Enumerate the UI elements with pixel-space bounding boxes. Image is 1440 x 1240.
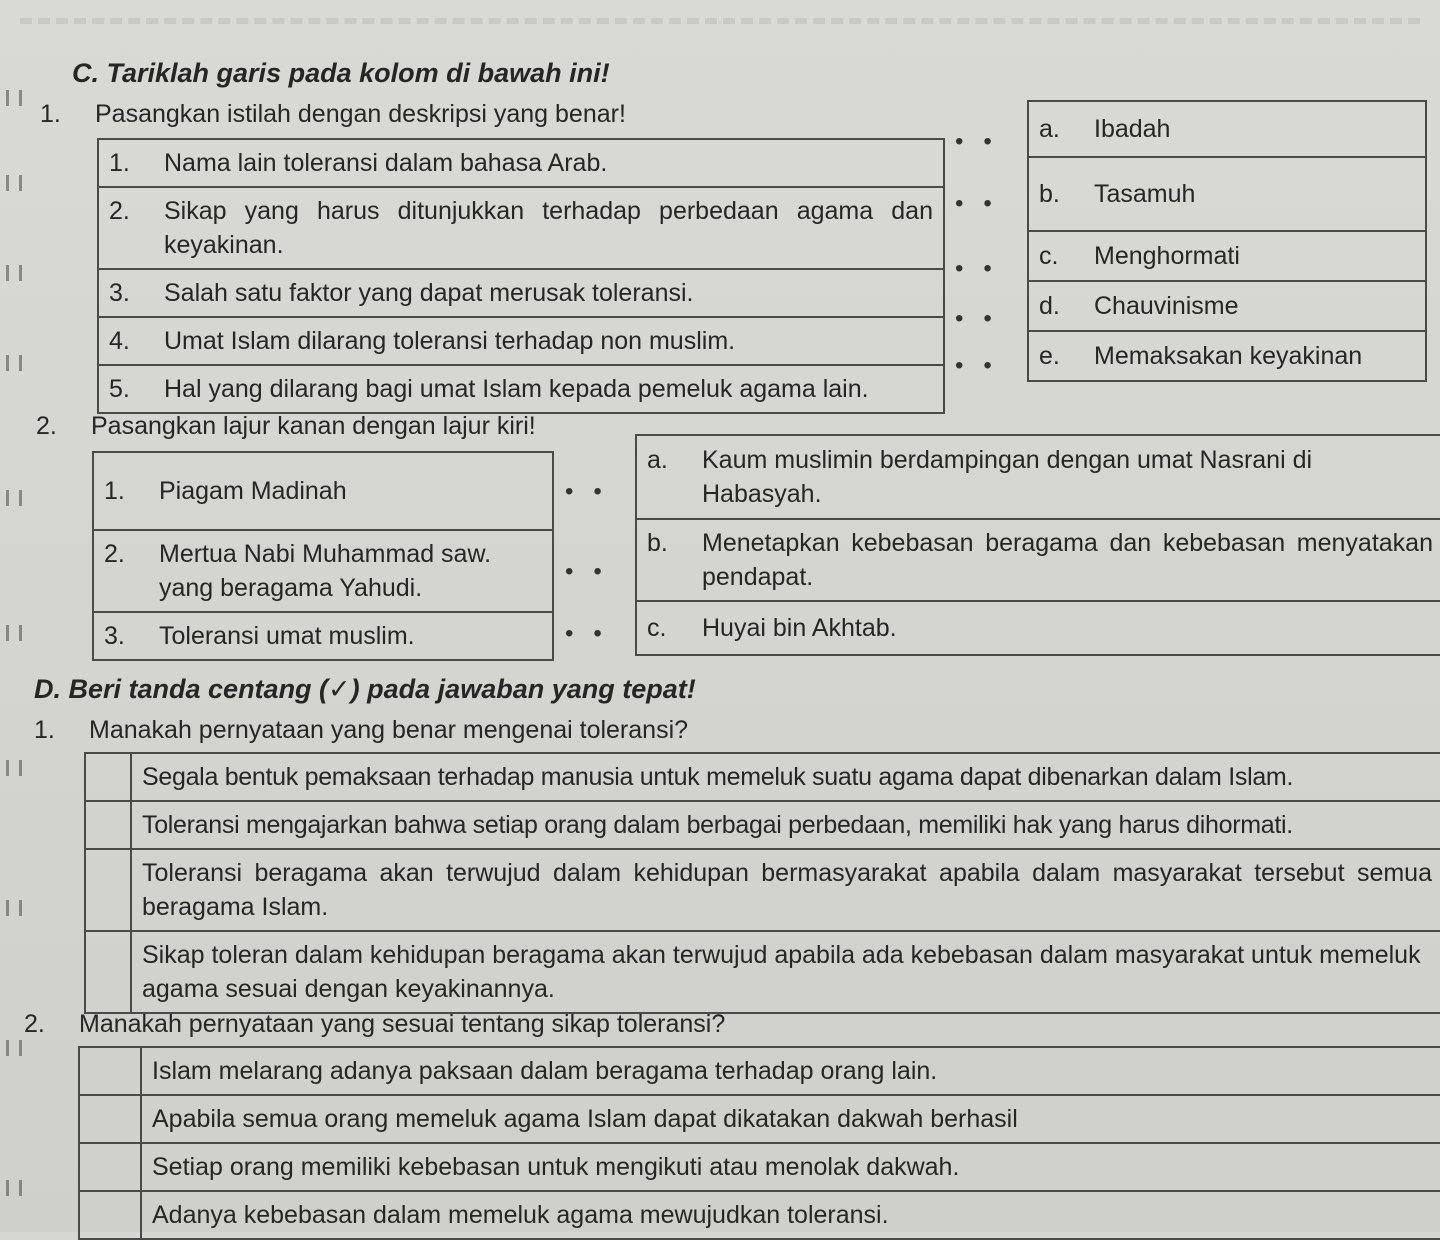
- d2-options-table: [78, 1046, 1440, 1240]
- option-row: [85, 931, 1440, 1013]
- c1-left-table: [97, 138, 945, 414]
- c1-right-row[interactable]: e. Memaksakan keyakinan: [1028, 331, 1426, 381]
- section-c-title: C. Tariklah garis pada kolom di bawah ini!: [72, 58, 610, 88]
- c1-right-row[interactable]: d. Chauvinisme: [1028, 281, 1426, 331]
- c1-right-row[interactable]: a. Ibadah: [1028, 101, 1426, 157]
- question-number: 1.: [40, 100, 61, 128]
- c2-right-row[interactable]: a. Kaum muslimin berdampingan dengan umat Nasrani di Habasyah.: [636, 435, 1440, 519]
- c1-right-table: [1027, 100, 1427, 382]
- option-text: Toleransi mengajarkan bahwa setiap orang dalam berbagai perbedaan, memiliki hak yang harus dihormati.: [131, 801, 1440, 849]
- question-text: Manakah pernyataan yang sesuai tentang sikap toleransi?: [79, 1010, 726, 1038]
- checkbox[interactable]: [85, 849, 131, 931]
- checkbox[interactable]: [85, 931, 131, 1013]
- checkbox[interactable]: [79, 1047, 141, 1095]
- binding-mark: [6, 90, 22, 106]
- option-text: Adanya kebebasan dalam memeluk agama mewujudkan toleransi.: [141, 1191, 1440, 1239]
- section-d-title: D. Beri tanda centang (✓) pada jawaban yang tepat!: [34, 674, 696, 704]
- binding-mark: [6, 625, 22, 641]
- checkbox[interactable]: [85, 753, 131, 801]
- question-d2: [24, 1010, 725, 1039]
- option-text: Sikap toleran dalam kehidupan beragama akan terwujud apabila ada kebebasan dalam masyarakat untuk memeluk agama sesuai dengan keyakinannya.: [131, 931, 1440, 1013]
- matching-dots[interactable]: ••: [955, 190, 1012, 217]
- question-d1: [34, 716, 688, 745]
- binding-mark: [6, 1180, 22, 1196]
- c1-left-row[interactable]: 4. Umat Islam dilarang toleransi terhadap non muslim.: [98, 317, 944, 365]
- option-row: [79, 1047, 1440, 1095]
- c1-left-row[interactable]: 3. Salah satu faktor yang dapat merusak toleransi.: [98, 269, 944, 317]
- binding-mark: [6, 490, 22, 506]
- binding-mark: [6, 1040, 22, 1056]
- option-row: [79, 1095, 1440, 1143]
- binding-mark: [6, 900, 22, 916]
- c2-left-row[interactable]: 1. Piagam Madinah: [93, 452, 553, 530]
- checkbox[interactable]: [79, 1143, 141, 1191]
- question-c1: [40, 100, 626, 129]
- matching-dots[interactable]: ••: [565, 620, 622, 647]
- matching-dots[interactable]: ••: [565, 478, 622, 505]
- c2-right-row[interactable]: b. Menetapkan kebebasan beragama dan kebebasan menyatakan pendapat.: [636, 519, 1440, 601]
- c2-left-row[interactable]: 3. Toleransi umat muslim.: [93, 612, 553, 660]
- c2-left-row[interactable]: 2. Mertua Nabi Muhammad saw. yang beragama Yahudi.: [93, 530, 553, 612]
- binding-mark: [6, 175, 22, 191]
- c1-right-row[interactable]: b. Tasamuh: [1028, 157, 1426, 231]
- option-text: Segala bentuk pemaksaan terhadap manusia untuk memeluk suatu agama dapat dibenarkan dalam Islam.: [131, 753, 1440, 801]
- question-instruction: Pasangkan lajur kanan dengan lajur kiri!: [91, 412, 536, 440]
- binding-mark: [6, 355, 22, 371]
- c2-right-table: [635, 434, 1440, 656]
- c1-right-row[interactable]: c. Menghormati: [1028, 231, 1426, 281]
- matching-dots[interactable]: ••: [565, 558, 622, 585]
- matching-dots[interactable]: ••: [955, 352, 1012, 379]
- option-text: Islam melarang adanya paksaan dalam beragama terhadap orang lain.: [141, 1047, 1440, 1095]
- option-row: [85, 801, 1440, 849]
- c2-left-table: [92, 451, 554, 661]
- question-number: 2.: [36, 412, 57, 440]
- option-text: Apabila semua orang memeluk agama Islam dapat dikatakan dakwah berhasil: [141, 1095, 1440, 1143]
- c2-right-row[interactable]: c. Huyai bin Akhtab.: [636, 601, 1440, 655]
- option-text: Setiap orang memiliki kebebasan untuk mengikuti atau menolak dakwah.: [141, 1143, 1440, 1191]
- checkbox[interactable]: [79, 1095, 141, 1143]
- matching-dots[interactable]: ••: [955, 305, 1012, 332]
- checkbox[interactable]: [85, 801, 131, 849]
- c1-left-row[interactable]: 1. Nama lain toleransi dalam bahasa Arab.: [98, 139, 944, 187]
- decorative-border: [20, 18, 1420, 24]
- c1-left-row[interactable]: 2. Sikap yang harus ditunjukkan terhadap perbedaan agama dan keyakinan.: [98, 187, 944, 269]
- matching-dots[interactable]: ••: [955, 255, 1012, 282]
- question-number: 2.: [24, 1010, 45, 1038]
- option-row: [85, 753, 1440, 801]
- question-c2: [36, 412, 536, 441]
- binding-mark: [6, 265, 22, 281]
- d1-options-table: [84, 752, 1440, 1014]
- option-row: [85, 849, 1440, 931]
- option-text: Toleransi beragama akan terwujud dalam kehidupan bermasyarakat apabila dalam masyarakat tersebut semua beragama Islam.: [131, 849, 1440, 931]
- question-instruction: Pasangkan istilah dengan deskripsi yang benar!: [95, 100, 626, 128]
- question-text: Manakah pernyataan yang benar mengenai toleransi?: [89, 716, 689, 744]
- option-row: [79, 1143, 1440, 1191]
- binding-mark: [6, 760, 22, 776]
- question-number: 1.: [34, 716, 55, 744]
- matching-dots[interactable]: ••: [955, 128, 1012, 155]
- c1-left-row[interactable]: 5. Hal yang dilarang bagi umat Islam kepada pemeluk agama lain.: [98, 365, 944, 413]
